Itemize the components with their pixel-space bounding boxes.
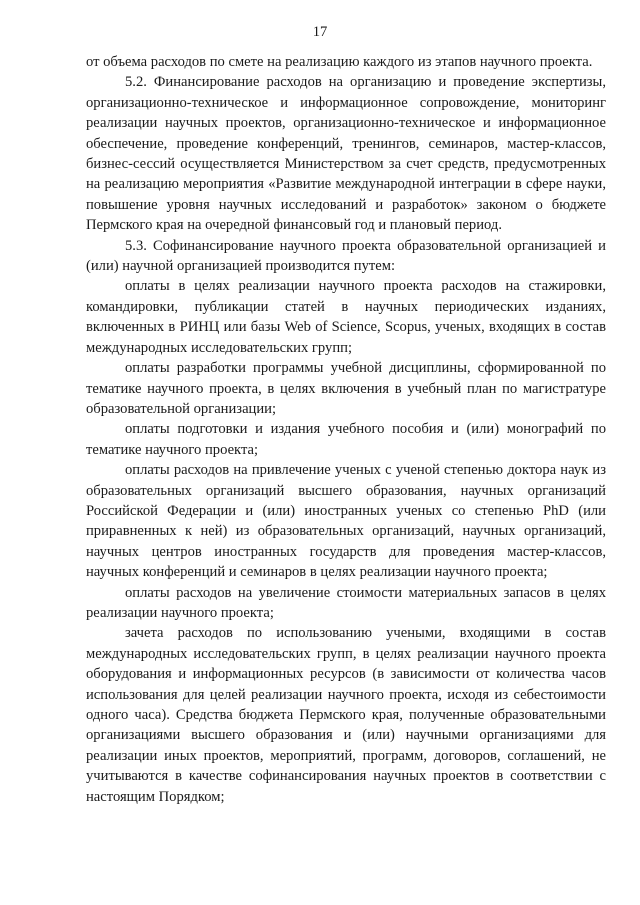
paragraph-5-2-financing: 5.2. Финансирование расходов на организацию и проведение экспертизы, организационно-техническое и информационное сопровождение, мониторинг реализации научных проектов, организационно-техническое и информационное обеспечение, проведение конференций, тренингов, семинаров, мастер-классов, бизнес-сессий осуществляется Министерством за счет средств, предусмотренных на реализацию мероприятия «Развитие международной интеграции в сфере науки, повышение уровня научных исследований и разработок» законом о бюджете Пермского края на очередной финансовый год и плановый период. [86, 74, 606, 234]
list-item-invited-scientists: оплаты расходов на привлечение ученых с ученой степенью доктора наук из образовательных организаций высшего образования, научных организаций Российской Федерации и (или) иностранных ученых со степенью PhD (или приравненных к ней) из образовательных организаций, научных организаций, научных центров иностранных государств для проведения мастер-классов, научных конференций и семинаров в целях реализации научного проекта; [86, 462, 606, 581]
list-item-equipment-offset: зачета расходов по использованию учеными, входящими в состав международных исследовательских групп, в целях реализации научного проекта оборудования и информационных ресурсов (в зависимости от количества часов использования для целей реализации научного проекта, исходя из себестоимости одного часа). Средства бюджета Пермского края, полученные образовательными организациями высшего образования и (или) научными организациями для реализации иных проектов, мероприятий, программ, договоров, соглашений, не учитываются в качестве софинансирования научных проектов в соответствии с настоящим Порядком; [86, 625, 606, 805]
body-text [86, 52, 606, 807]
list-item-curriculum: оплаты разработки программы учебной дисциплины, сформированной по тематике научного проекта, в целях включения в учебный план по магистратуре образовательной организации; [86, 360, 606, 417]
paragraph-continuation: от объема расходов по смете на реализацию каждого из этапов научного проекта. [86, 54, 593, 70]
paragraph-5-3-cofinancing: 5.3. Софинансирование научного проекта образовательной организацией и (или) научной организацией производится путем: [86, 237, 606, 275]
list-item-textbook: оплаты подготовки и издания учебного пособия и (или) монографий по тематике научного проекта; [86, 421, 606, 458]
list-item-materials: оплаты расходов на увеличение стоимости материальных запасов в целях реализации научного проекта; [86, 584, 606, 621]
list-item-internships: оплаты в целях реализации научного проекта расходов на стажировки, командировки, публикации статей в научных периодических изданиях, включенных в РИНЦ или базы Web of Science, Scopus, ученых, входящих в состав международных исследовательских групп; [86, 278, 606, 356]
page-number: 17 [312, 24, 328, 40]
